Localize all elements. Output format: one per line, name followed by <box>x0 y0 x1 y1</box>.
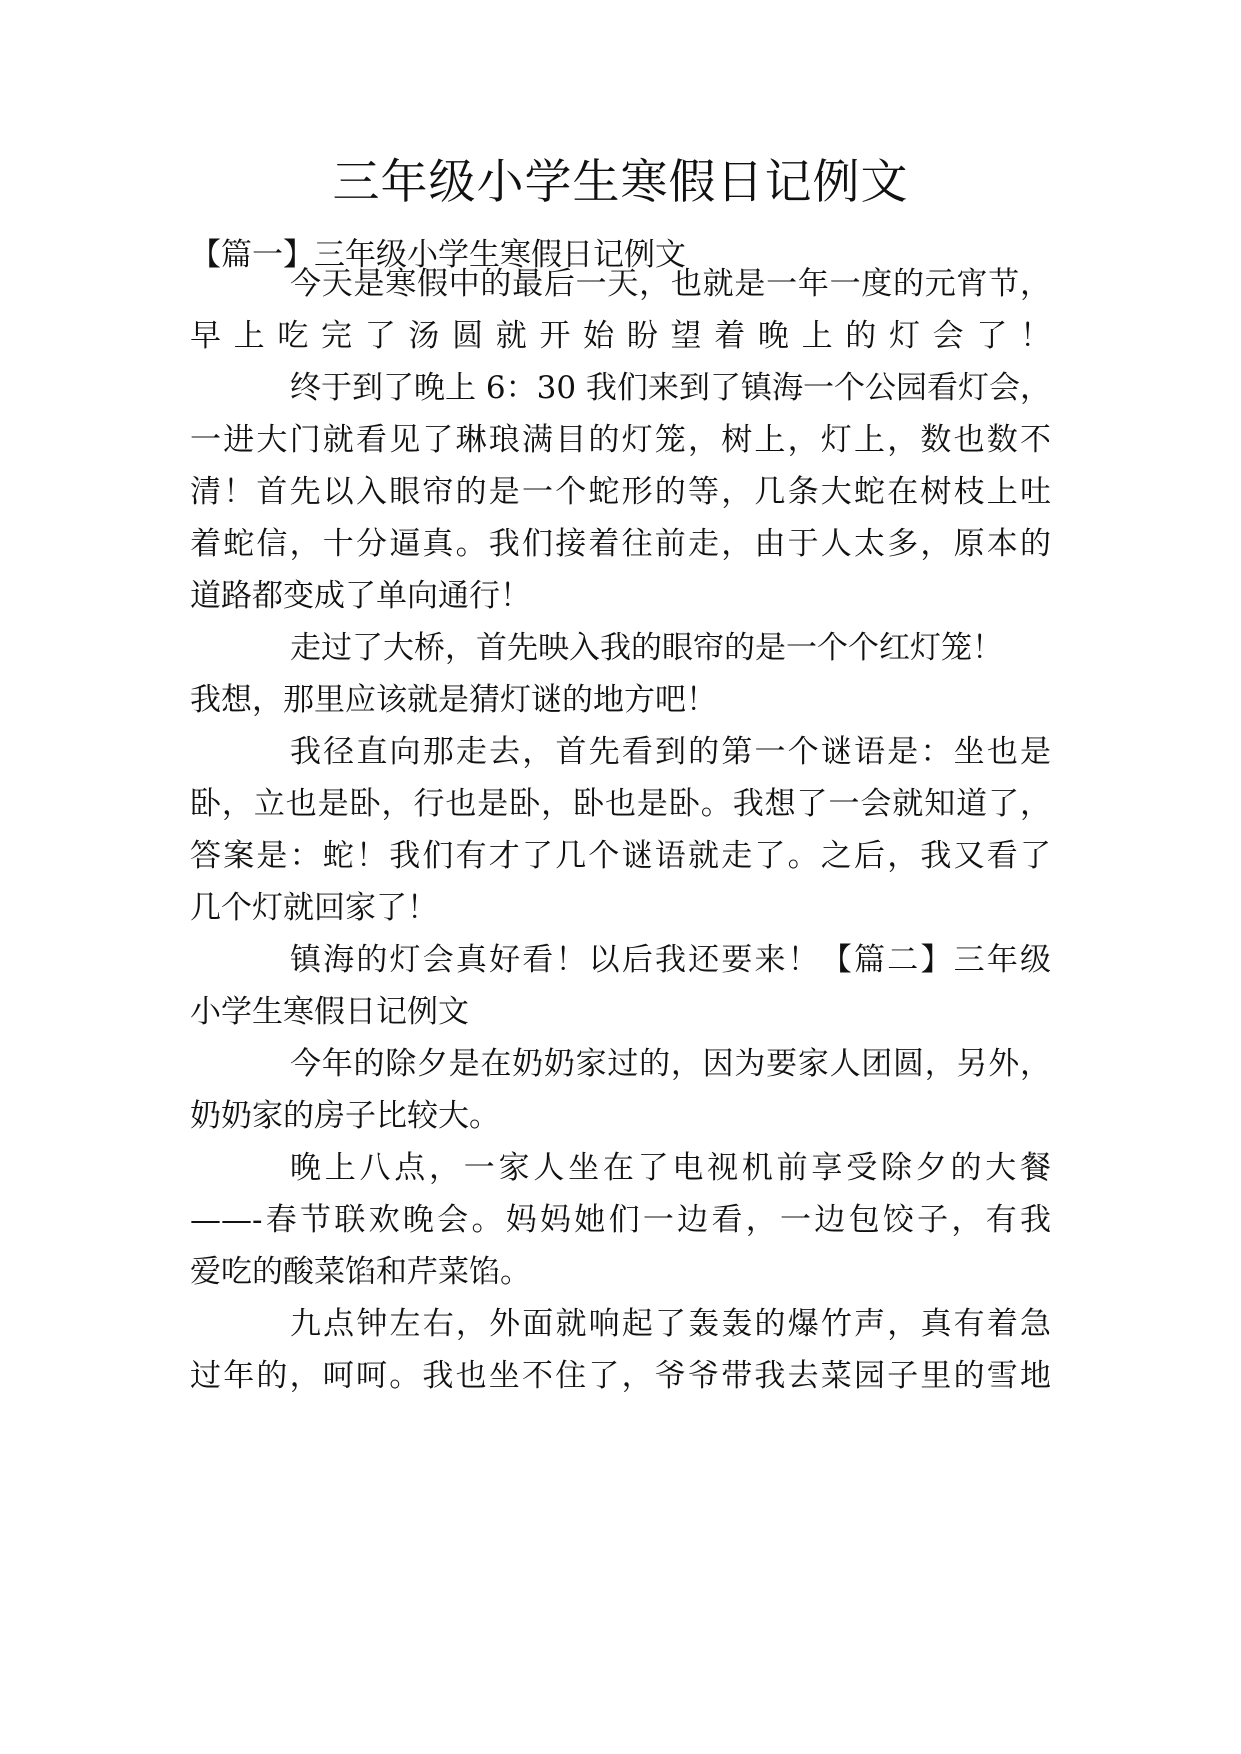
paragraph-line: 今年的除夕是在奶奶家过的，因为要家人团圆，另外， <box>290 1046 1051 1082</box>
paragraph-line: 卧，立也是卧，行也是卧，卧也是卧。我想了一会就知道了， <box>190 786 1051 822</box>
paragraph-line: 几个灯就回家了！ <box>190 890 438 926</box>
paragraph-line: 爱吃的酸菜馅和芹菜馅。 <box>190 1254 531 1290</box>
paragraph-line: 我想，那里应该就是猜灯谜的地方吧！ <box>190 682 717 718</box>
document-title: 三年级小学生寒假日记例文 <box>332 155 909 210</box>
paragraph-line: 一进大门就看见了琳琅满目的灯笼，树上，灯上，数也数不 <box>190 422 1051 458</box>
paragraph-line: 早上吃完了汤圆就开始盼望着晚上的灯会了！ <box>190 318 1051 354</box>
paragraph-line: 晚上八点，一家人坐在了电视机前享受除夕的大餐 <box>290 1150 1051 1186</box>
paragraph-line: 终于到了晚上 6：30 我们来到了镇海一个公园看灯会， <box>290 370 1051 406</box>
paragraph-line: 着蛇信，十分逼真。我们接着往前走，由于人太多，原本的 <box>190 526 1051 562</box>
paragraph-line: 镇海的灯会真好看！以后我还要来！【篇二】三年级 <box>290 942 1051 978</box>
paragraph-line: 走过了大桥，首先映入我的眼帘的是一个个红灯笼！ <box>290 630 1003 666</box>
section-one-heading: 【篇一】三年级小学生寒假日记例文 <box>190 237 686 273</box>
paragraph-line: 答案是：蛇！我们有才了几个谜语就走了。之后，我又看了 <box>190 838 1051 874</box>
paragraph-line: 奶奶家的房子比较大。 <box>190 1098 500 1134</box>
paragraph-line: 小学生寒假日记例文 <box>190 994 469 1030</box>
paragraph-line: 我径直向那走去，首先看到的第一个谜语是：坐也是 <box>290 734 1051 770</box>
paragraph-line: 清！首先以入眼帘的是一个蛇形的等，几条大蛇在树枝上吐 <box>190 474 1051 510</box>
paragraph-line: 今天是寒假中的最后一天，也就是一年一度的元宵节， <box>290 266 1051 302</box>
paragraph-line: 九点钟左右，外面就响起了轰轰的爆竹声，真有着急 <box>290 1306 1051 1342</box>
paragraph-line: ——-春节联欢晚会。妈妈她们一边看，一边包饺子，有我 <box>190 1202 1051 1238</box>
paragraph-line: 过年的，呵呵。我也坐不住了，爷爷带我去菜园子里的雪地 <box>190 1358 1051 1394</box>
paragraph-line: 道路都变成了单向通行！ <box>190 578 531 614</box>
